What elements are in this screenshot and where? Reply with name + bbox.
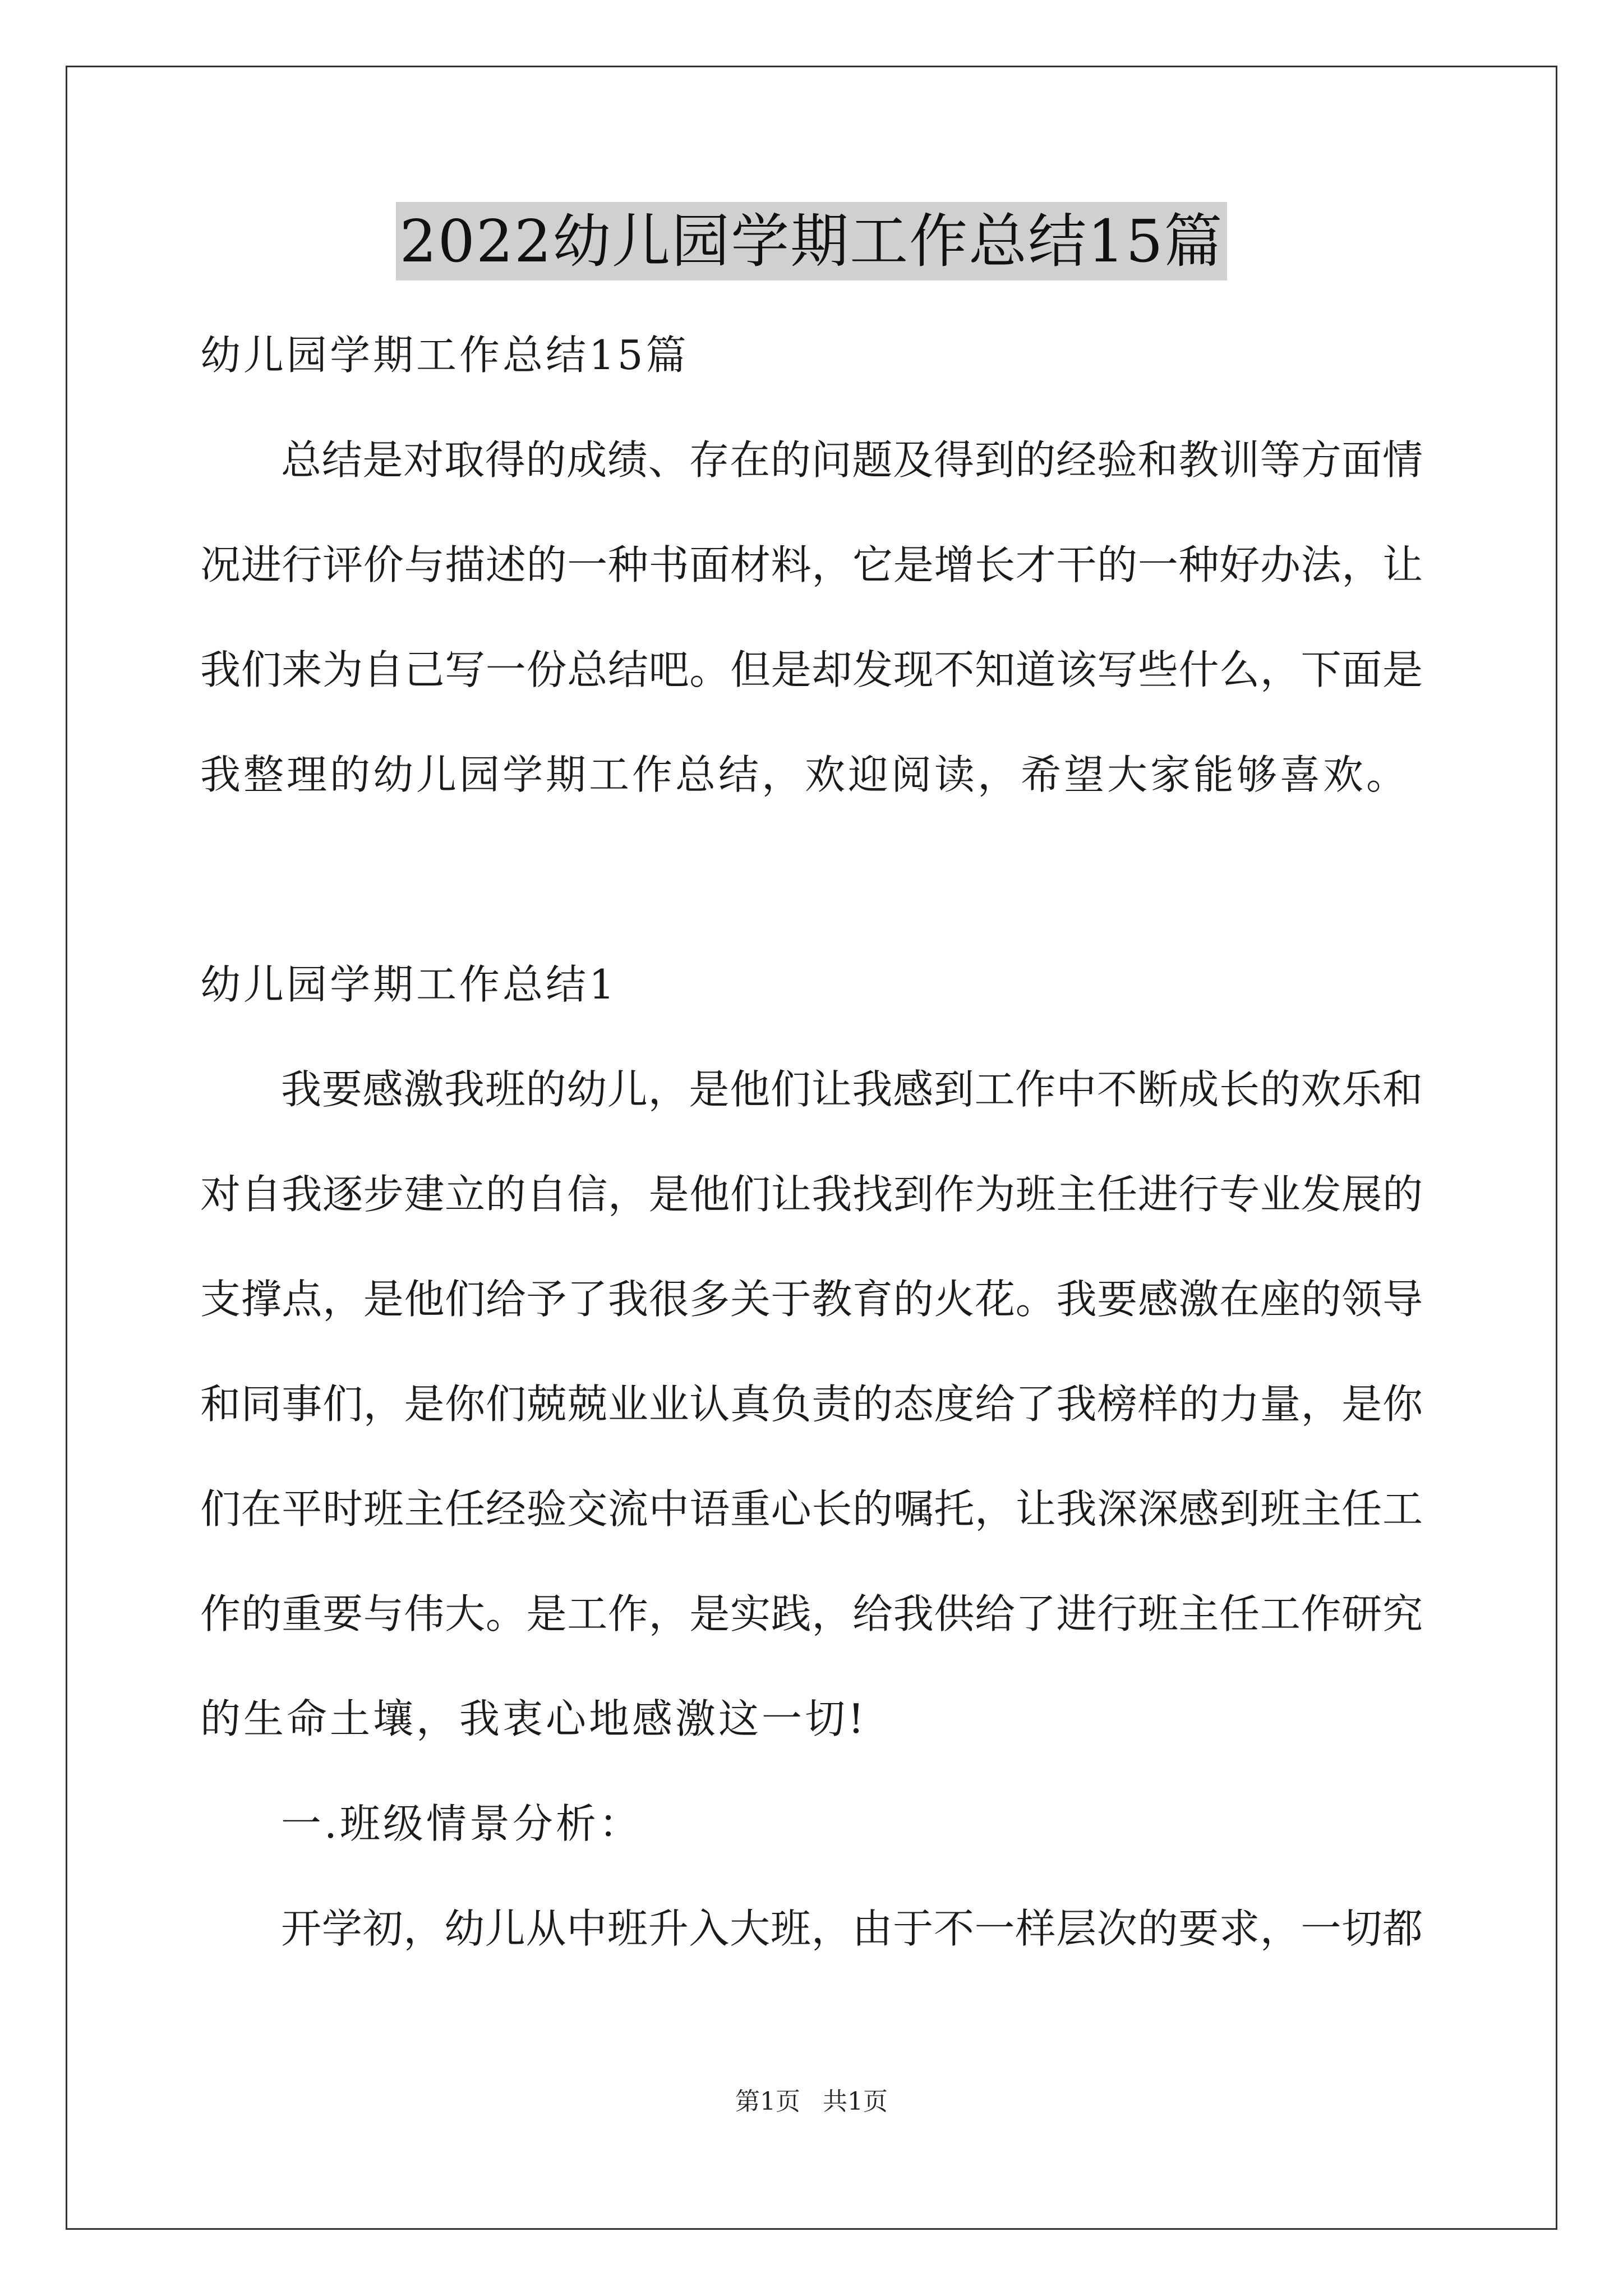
body-line-6: 作的重要与伟大。是工作，是实践，给我供给了进行班主任工作研究 — [200, 1590, 1423, 1637]
body-line-3: 支撑点，是他们给予了我很多关于教育的火花。我要感激在座的领导 — [200, 1276, 1423, 1323]
body-line-5: 们在平时班主任经验交流中语重心长的嘱托，让我深深感到班主任工 — [200, 1485, 1423, 1533]
last-line: 开学初，幼儿从中班升入大班，由于不一样层次的要求，一切都 — [281, 1905, 1423, 1952]
document-body — [200, 303, 1423, 1981]
paragraph-gap — [200, 827, 1423, 932]
document-title: 2022幼儿园学期工作总结15篇 — [396, 202, 1227, 280]
intro-line-2: 况进行评价与描述的一种书面材料，它是增长才干的一种好办法，让 — [200, 541, 1423, 588]
section-heading: 幼儿园学期工作总结1 — [200, 961, 617, 1008]
intro-line-4: 我整理的幼儿园学期工作总结，欢迎阅读，希望大家能够喜欢。 — [200, 751, 1410, 798]
body-line-2: 对自我逐步建立的自信，是他们让我找到作为班主任进行专业发展的 — [200, 1171, 1423, 1218]
page-footer — [0, 2081, 1623, 2117]
subtitle: 幼儿园学期工作总结15篇 — [200, 332, 689, 379]
subheading: 一.班级情景分析： — [281, 1800, 642, 1847]
body-line-4: 和同事们，是你们兢兢业业认真负责的态度给了我榜样的力量，是你 — [200, 1381, 1423, 1428]
intro-line-3: 我们来为自己写一份总结吧。但是却发现不知道该写些什么，下面是 — [200, 646, 1423, 693]
page-number: 第1页 — [735, 2087, 800, 2116]
body-line-1: 我要感激我班的幼儿，是他们让我感到工作中不断成长的欢乐和 — [281, 1066, 1423, 1113]
intro-line-1: 总结是对取得的成绩、存在的问题及得到的经验和教训等方面情 — [281, 436, 1423, 484]
page-total: 共1页 — [823, 2087, 888, 2116]
title-wrap — [0, 202, 1623, 280]
body-line-7: 的生命土壤，我衷心地感激这一切! — [200, 1695, 867, 1742]
